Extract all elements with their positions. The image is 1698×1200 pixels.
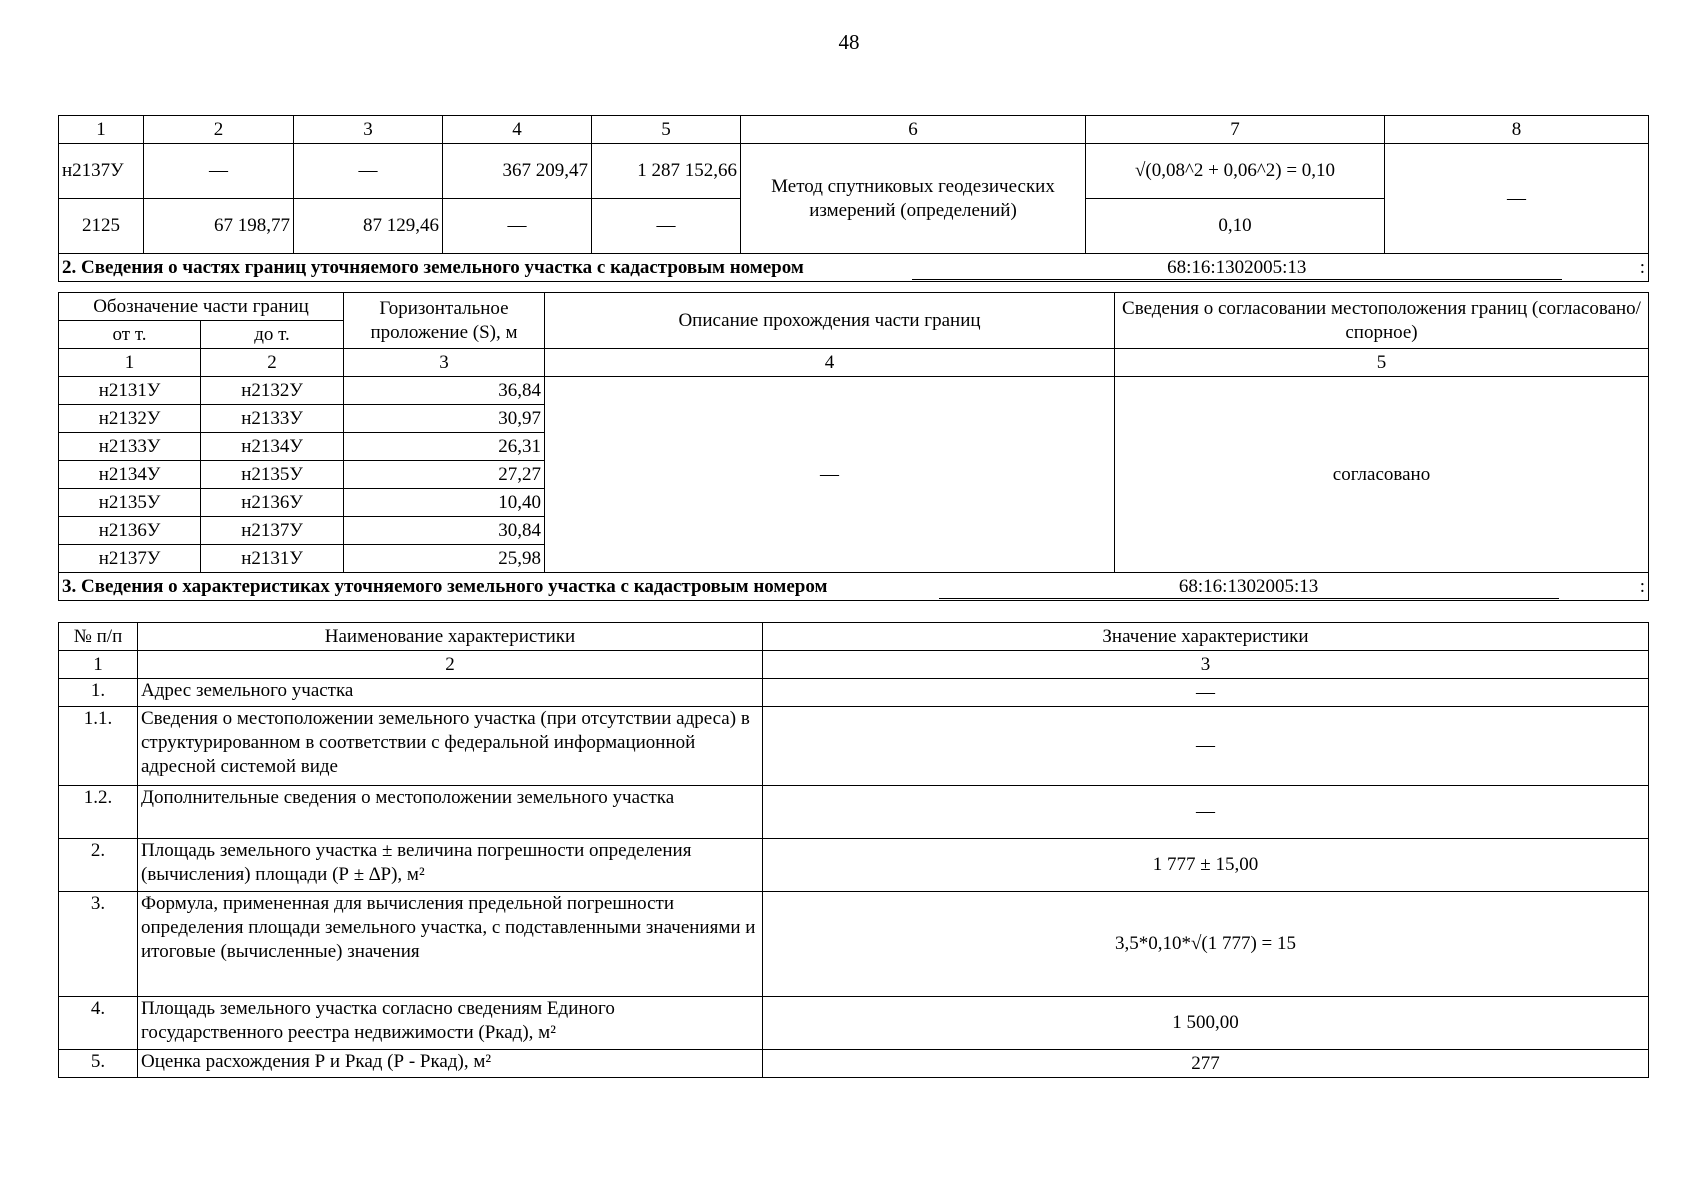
from-point: н2134У <box>59 461 201 489</box>
characteristic-name: Дополнительные сведения о местоположении земельного участка <box>138 786 763 839</box>
part-designation-header: Обозначение части границ <box>59 293 344 321</box>
description-header: Описание прохождения части границ <box>545 293 1115 349</box>
row-number: 3. <box>59 892 138 997</box>
table-row <box>59 377 1649 405</box>
name-header: Наименование характеристики <box>138 623 763 651</box>
distance: 36,84 <box>344 377 545 405</box>
table-header-row <box>59 116 1649 144</box>
cell-value: — <box>294 144 443 199</box>
distance: 26,31 <box>344 433 545 461</box>
characteristic-name: Сведения о местоположении земельного участка (при отсутствии адреса) в структурированном в соответствии с федеральной информационной адресной системой виде <box>138 707 763 786</box>
cadastral-number: 68:16:1302005:13 <box>912 257 1562 280</box>
characteristic-value: — <box>763 707 1649 786</box>
column-number: 4 <box>545 349 1115 377</box>
table-row <box>59 679 1649 707</box>
cell-value: 367 209,47 <box>443 144 592 199</box>
agreement-value: согласовано <box>1115 377 1649 573</box>
table-row <box>59 786 1649 839</box>
characteristic-name: Оценка расхождения Р и Ркад (Р - Ркад), м² <box>138 1050 763 1078</box>
characteristic-value: 277 <box>763 1050 1649 1078</box>
table-row <box>59 892 1649 997</box>
table-header-row <box>59 651 1649 679</box>
cadastral-number: 68:16:1302005:13 <box>939 576 1559 599</box>
characteristic-value: — <box>763 786 1649 839</box>
to-point: н2136У <box>201 489 344 517</box>
to-header: до т. <box>201 321 344 349</box>
characteristic-value: 1 500,00 <box>763 997 1649 1050</box>
accuracy-value: 0,10 <box>1086 199 1385 254</box>
column-number: 5 <box>592 116 741 144</box>
num-header: № п/п <box>59 623 138 651</box>
distance: 10,40 <box>344 489 545 517</box>
section-3-title: 3. Сведения о характеристиках уточняемого земельного участка с кадастровым номером <box>62 575 828 597</box>
cell-value: — <box>144 144 294 199</box>
table-header-row <box>59 293 1649 321</box>
to-point: н2137У <box>201 517 344 545</box>
to-point: н2132У <box>201 377 344 405</box>
from-point: н2135У <box>59 489 201 517</box>
table-row <box>59 144 1649 199</box>
column-number: 6 <box>741 116 1086 144</box>
characteristic-value: 1 777 ± 15,00 <box>763 839 1649 892</box>
characteristic-name: Площадь земельного участка согласно сведениям Единого государственного реестра недвижимости (Ркад), м² <box>138 997 763 1050</box>
characteristic-name: Адрес земельного участка <box>138 679 763 707</box>
column-number: 1 <box>59 651 138 679</box>
section-2-title: 2. Сведения о частях границ уточняемого земельного участка с кадастровым номером <box>62 256 804 278</box>
column-number: 5 <box>1115 349 1649 377</box>
section-2-header <box>59 254 1649 282</box>
from-point: н2131У <box>59 377 201 405</box>
row-number: 1.1. <box>59 707 138 786</box>
characteristic-value: 3,5*0,10*√(1 777) = 15 <box>763 892 1649 997</box>
characteristic-value: — <box>763 679 1649 707</box>
row-number: 4. <box>59 997 138 1050</box>
column-number: 2 <box>138 651 763 679</box>
row-number: 2. <box>59 839 138 892</box>
column-number: 3 <box>763 651 1649 679</box>
horizontal-header: Горизонтальное проложение (S), м <box>344 293 545 349</box>
characteristic-name: Формула, примененная для вычисления предельной погрешности определения площади земельного участка, с подставленными значениями и итоговые (вычисленные) значения <box>138 892 763 997</box>
column-number: 7 <box>1086 116 1385 144</box>
cell-value: — <box>1385 144 1649 254</box>
method-cell: Метод спутниковых геодезических измерений (определений) <box>741 144 1086 254</box>
distance: 30,84 <box>344 517 545 545</box>
column-number: 3 <box>344 349 545 377</box>
row-number: 5. <box>59 1050 138 1078</box>
characteristic-name: Площадь земельного участка ± величина погрешности определения (вычисления) площади (Р ± ∆Р), м² <box>138 839 763 892</box>
from-point: н2136У <box>59 517 201 545</box>
distance: 30,97 <box>344 405 545 433</box>
table-row <box>59 1050 1649 1078</box>
agreement-header: Сведения о согласовании местоположения границ (согласовано/спорное) <box>1115 293 1649 349</box>
cell-value: — <box>592 199 741 254</box>
distance: 27,27 <box>344 461 545 489</box>
table-header-row <box>59 623 1649 651</box>
colon: : <box>1639 575 1645 597</box>
table-header-row <box>59 349 1649 377</box>
coordinates-table <box>58 115 1649 282</box>
value-header: Значение характеристики <box>763 623 1649 651</box>
table-row <box>59 997 1649 1050</box>
accuracy-formula: √(0,08^2 + 0,06^2) = 0,10 <box>1086 144 1385 199</box>
column-number: 2 <box>144 116 294 144</box>
to-point: н2133У <box>201 405 344 433</box>
column-number: 1 <box>59 349 201 377</box>
distance: 25,98 <box>344 545 545 573</box>
row-number: 1.2. <box>59 786 138 839</box>
boundary-parts-table <box>58 292 1649 601</box>
table-row <box>59 839 1649 892</box>
cell-value: — <box>443 199 592 254</box>
row-number: 1. <box>59 679 138 707</box>
section-3-header <box>59 573 1649 601</box>
from-point: н2133У <box>59 433 201 461</box>
table-row <box>59 707 1649 786</box>
column-number: 2 <box>201 349 344 377</box>
page-number: 48 <box>838 30 860 54</box>
point-name: 2125 <box>59 199 144 254</box>
column-number: 4 <box>443 116 592 144</box>
column-number: 1 <box>59 116 144 144</box>
column-number: 3 <box>294 116 443 144</box>
to-point: н2135У <box>201 461 344 489</box>
from-point: н2132У <box>59 405 201 433</box>
to-point: н2134У <box>201 433 344 461</box>
cell-value: 67 198,77 <box>144 199 294 254</box>
from-header: от т. <box>59 321 201 349</box>
to-point: н2131У <box>201 545 344 573</box>
cell-value: 1 287 152,66 <box>592 144 741 199</box>
point-name: н2137У <box>59 144 144 199</box>
colon: : <box>1639 256 1645 278</box>
column-number: 8 <box>1385 116 1649 144</box>
description-value: — <box>545 377 1115 573</box>
cell-value: 87 129,46 <box>294 199 443 254</box>
from-point: н2137У <box>59 545 201 573</box>
characteristics-table <box>58 622 1649 1078</box>
